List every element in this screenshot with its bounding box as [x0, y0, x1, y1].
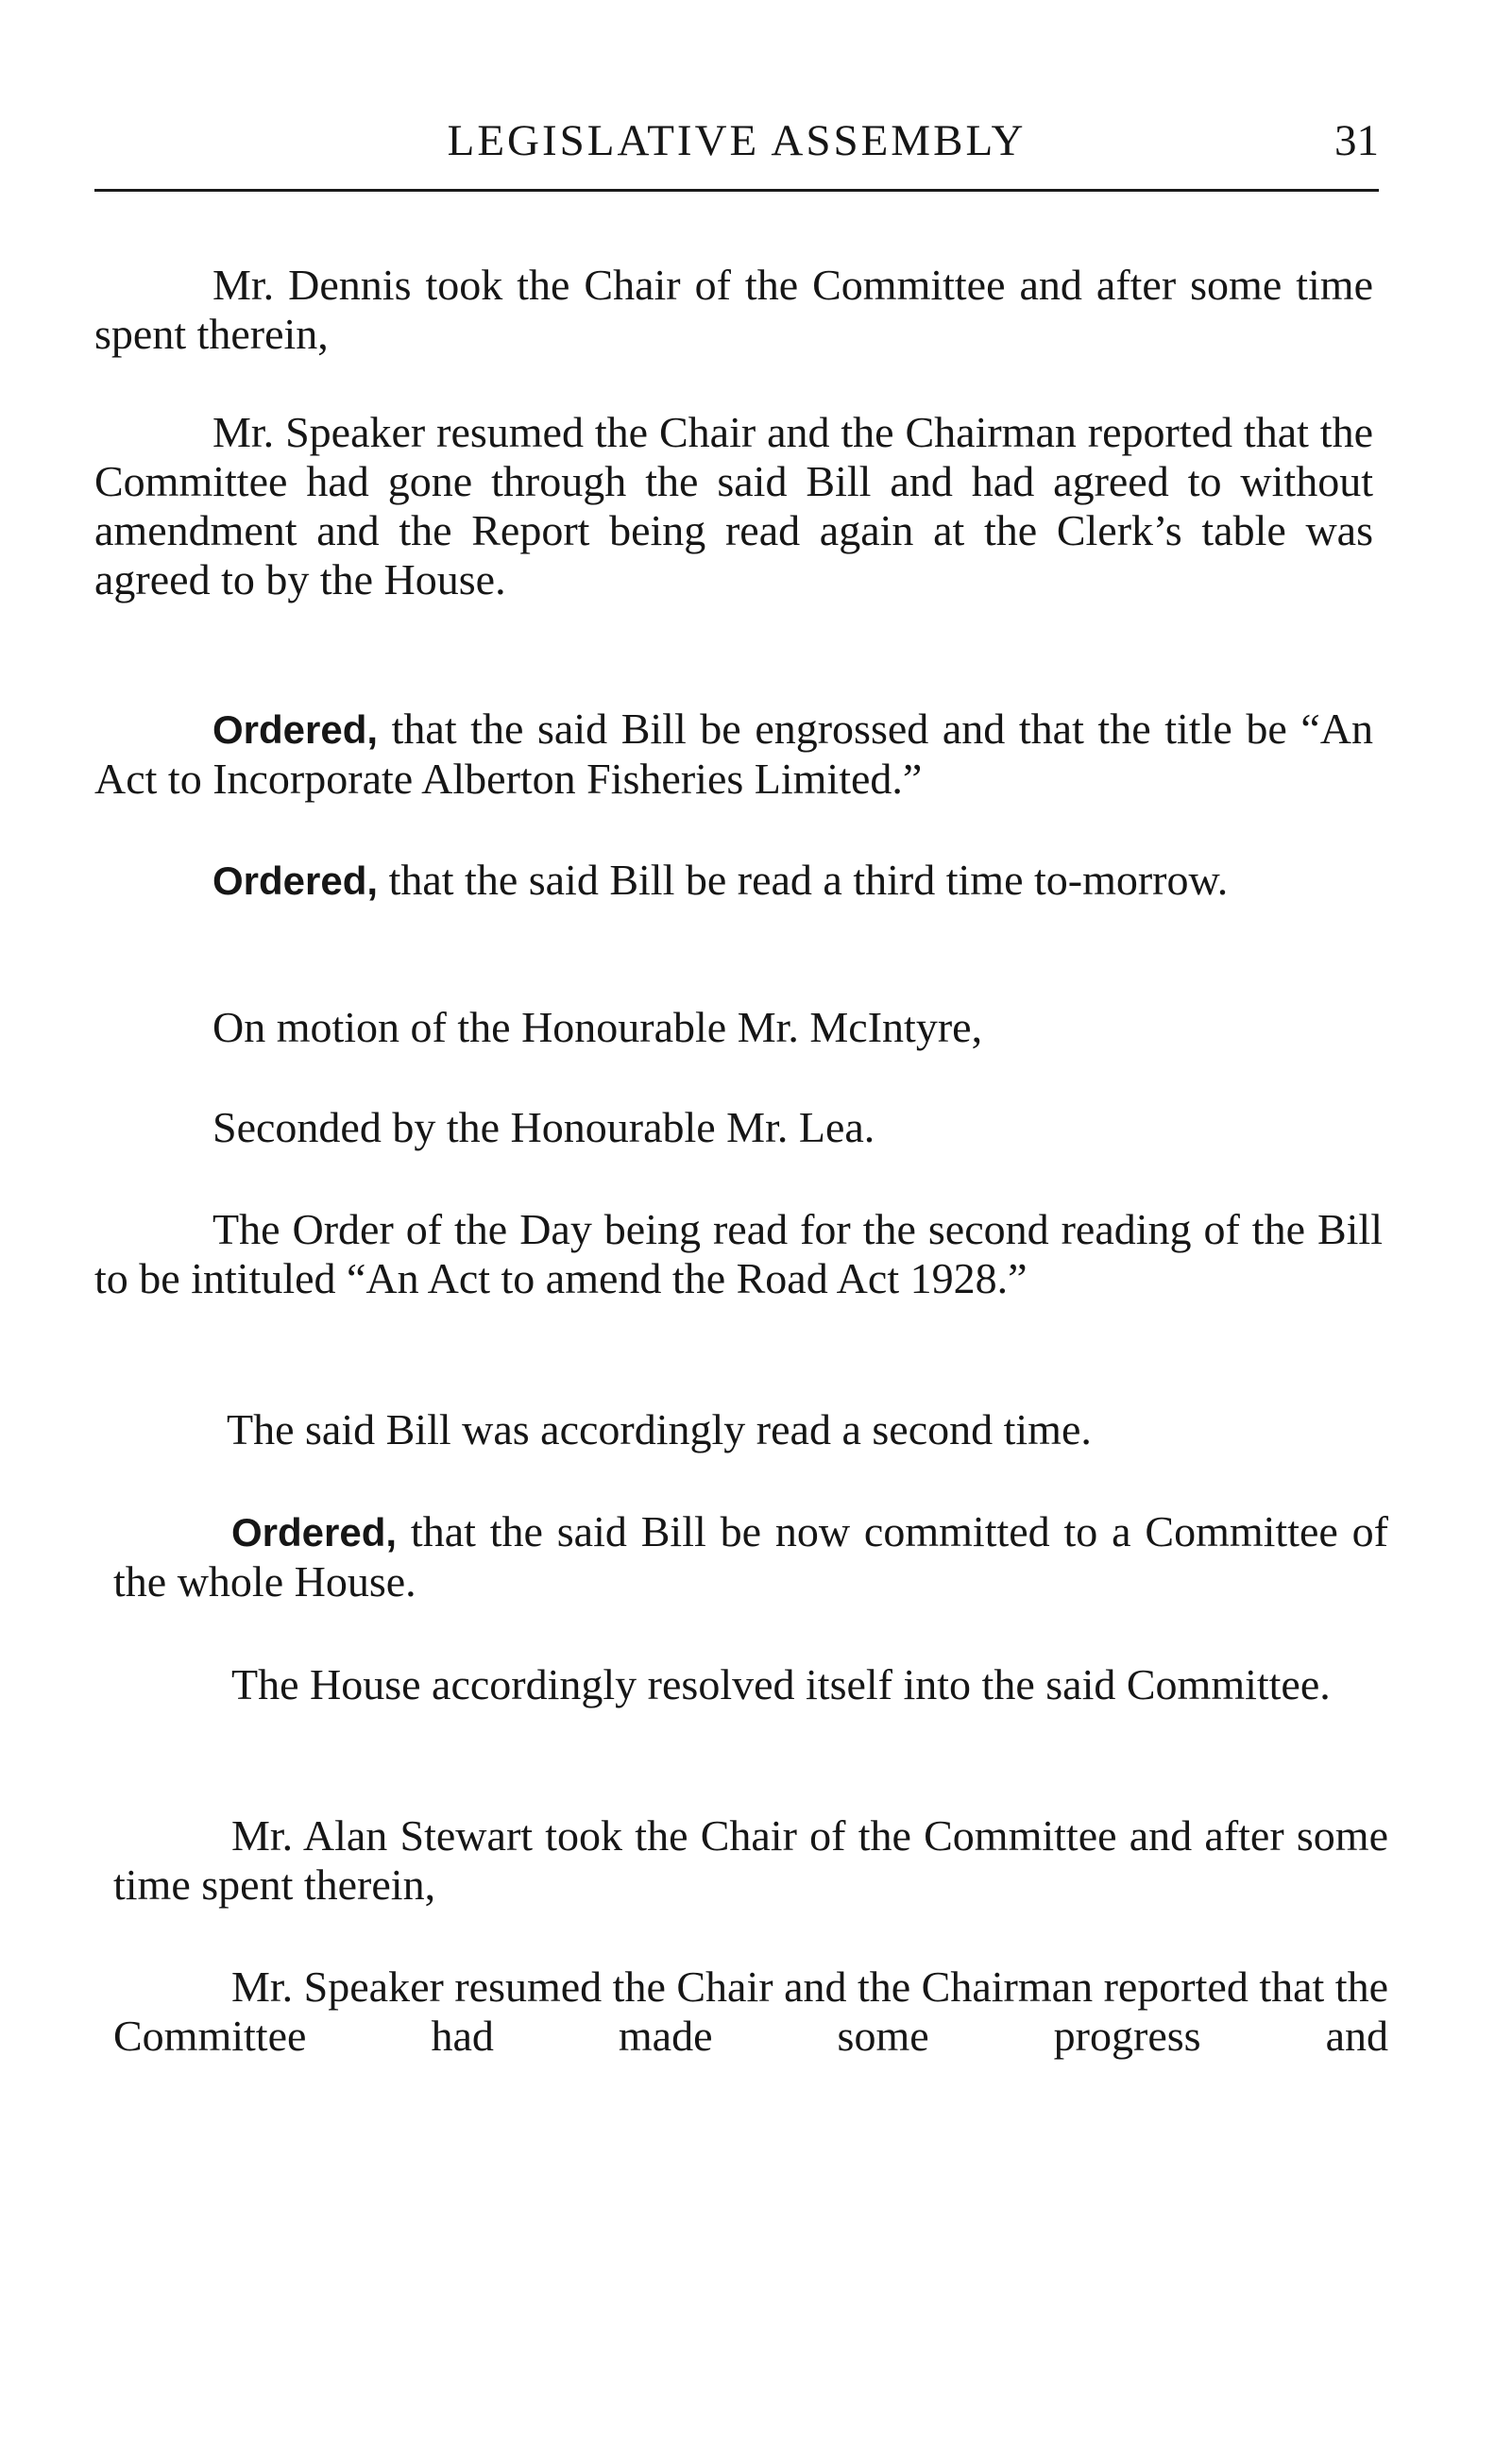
paragraph-text: The House accordingly resolved itself into the said Committee.	[231, 1660, 1331, 1708]
paragraph	[94, 705, 1373, 804]
paragraph-text: Mr. Alan Stewart took the Chair of the Committee and after some time spent therein,	[113, 1811, 1388, 1909]
paragraph-text: that the said Bill be read a third time to-morrow.	[378, 856, 1229, 904]
paragraph-text: that the said Bill be now committed to a Committee of the whole House.	[113, 1507, 1388, 1606]
paragraph-text: Mr. Speaker resumed the Chair and the Chairman reported that the Committee had gone through the said Bill and had agreed to without amendment and the Report being read again at the Clerk’s table was agreed to by the House.	[94, 408, 1373, 603]
ordered-label: Ordered,	[212, 858, 379, 903]
paragraph-text: The said Bill was accordingly read a second time.	[227, 1405, 1092, 1453]
paragraph	[109, 1405, 1387, 1454]
paragraph	[94, 408, 1373, 604]
paragraph-text: Mr. Dennis took the Chair of the Committee and after some time spent therein,	[94, 261, 1373, 358]
paragraph	[113, 1507, 1388, 1606]
ordered-label: Ordered,	[231, 1510, 398, 1555]
paragraph-text: that the said Bill be engrossed and that the title be “An Act to Incorporate Alberton Fisheries Limited.”	[94, 705, 1373, 803]
paragraph-text: On motion of the Honourable Mr. McIntyre,	[212, 1003, 983, 1051]
paragraph	[94, 261, 1373, 359]
paragraph-text: Seconded by the Honourable Mr. Lea.	[212, 1103, 875, 1151]
paragraph	[94, 856, 1373, 906]
paragraph	[94, 1205, 1383, 1303]
header-title: LEGISLATIVE ASSEMBLY	[447, 116, 1027, 165]
paragraph	[113, 1660, 1388, 1709]
running-header	[94, 115, 1379, 172]
ordered-label: Ordered,	[212, 707, 379, 752]
page-number: 31	[1334, 116, 1379, 165]
paragraph	[113, 1811, 1388, 1910]
paragraph	[94, 1003, 1373, 1052]
header-rule	[94, 189, 1379, 192]
paragraph-text: Mr. Speaker resumed the Chair and the Chairman reported that the Committee had made some progress and	[113, 1963, 1388, 2060]
paragraph-text: The Order of the Day being read for the second reading of the Bill to be intituled “An Act to amend the Road Act 1928.”	[94, 1205, 1383, 1302]
paragraph	[113, 1963, 1388, 2061]
paragraph	[94, 1103, 1373, 1152]
